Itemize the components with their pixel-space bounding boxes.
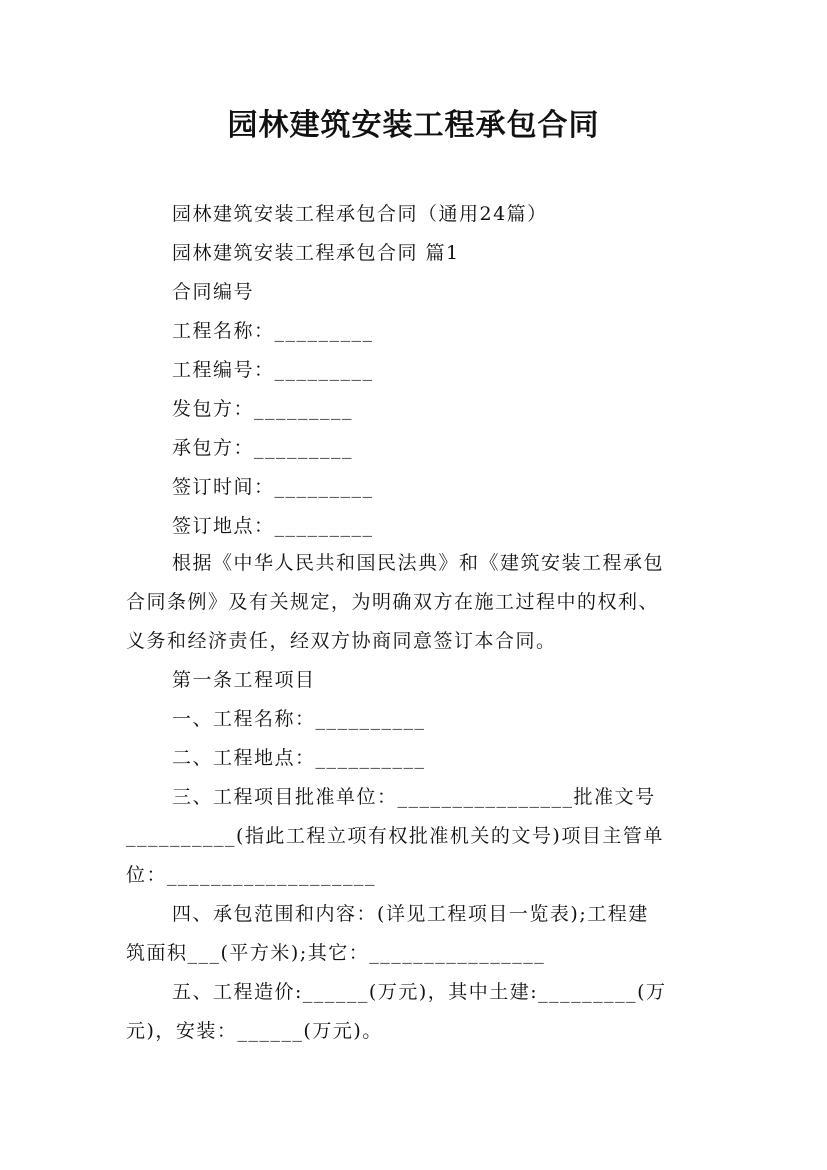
project-name-field: 工程名称：_________: [172, 320, 374, 342]
employer-field: 发包方：_________: [172, 398, 354, 420]
article-heading: 第一条工程项目: [172, 669, 316, 691]
clause-line: 二、工程地点：__________: [172, 747, 426, 769]
document-title: 园林建筑安装工程承包合同: [227, 108, 600, 143]
paragraph-line: 义务和经济责任，经双方协商同意签订本合同。: [126, 630, 557, 652]
section-heading: 园林建筑安装工程承包合同 篇1: [172, 242, 460, 264]
clause-line: 位：___________________: [126, 864, 377, 886]
paragraph-line: 合同条例》及有关规定，为明确双方在施工过程中的权利、: [126, 591, 660, 613]
contract-number-label: 合同编号: [172, 281, 255, 303]
clause-line: 筑面积___(平方米);其它：________________: [126, 942, 546, 964]
clause-line: 一、工程名称：__________: [172, 708, 426, 730]
clause-line: 四、承包范围和内容：(详见工程项目一览表);工程建: [172, 903, 649, 925]
project-number-field: 工程编号：_________: [172, 359, 374, 381]
signing-place-field: 签订地点：_________: [172, 515, 374, 537]
doc-subtitle: 园林建筑安装工程承包合同（通用24篇）: [172, 203, 548, 225]
contractor-field: 承包方：_________: [172, 437, 354, 459]
clause-line: 元)，安装：______(万元)。: [126, 1020, 383, 1042]
clause-line: 五、工程造价:______(万元)，其中土建:_________(万: [172, 981, 667, 1003]
signing-time-field: 签订时间：_________: [172, 476, 374, 498]
clause-line: 三、工程项目批准单位：________________批准文号: [172, 786, 656, 808]
clause-line: __________(指此工程立项有权批准机关的文号)项目主管单: [126, 825, 664, 847]
paragraph-line: 根据《中华人民共和国民法典》和《建筑安装工程承包: [172, 552, 665, 574]
